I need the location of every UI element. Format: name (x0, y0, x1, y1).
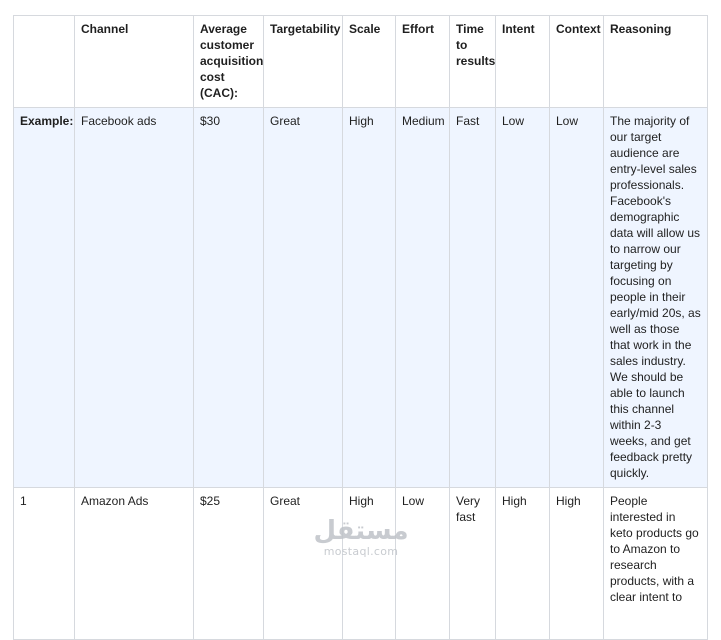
header-label (14, 16, 75, 108)
header-effort: Effort (396, 16, 450, 108)
table-row (14, 108, 708, 488)
cell-scale: High (343, 488, 396, 640)
header-targetability: Targetability (264, 16, 343, 108)
header-cac: Average customer acquisition cost (CAC): (194, 16, 264, 108)
cell-effort: Low (396, 488, 450, 640)
header-time-to-results: Time to results (450, 16, 496, 108)
header-context: Context (550, 16, 604, 108)
cell-context: Low (550, 108, 604, 488)
cell-reasoning: People interested in keto products go to Amazon to research products, with a clear intent to (604, 488, 708, 640)
cell-channel: Amazon Ads (75, 488, 194, 640)
cell-targetability: Great (264, 108, 343, 488)
cell-intent: Low (496, 108, 550, 488)
header-reasoning: Reasoning (604, 16, 708, 108)
row-label: Example: (14, 108, 75, 488)
header-row (14, 16, 708, 108)
cell-cac: $30 (194, 108, 264, 488)
header-channel: Channel (75, 16, 194, 108)
cell-reasoning: The majority of our target audience are entry-level sales professionals. Facebook's demographic data will allow us to narrow our targeting by focusing on people in their early/mid 20s, as well as those that work in the sales industry. We should be able to launch this channel within 2-3 weeks, and get feedback pretty quickly. (604, 108, 708, 488)
cell-intent: High (496, 488, 550, 640)
header-intent: Intent (496, 16, 550, 108)
table-row (14, 488, 708, 640)
cell-effort: Medium (396, 108, 450, 488)
cell-time-to-results: Fast (450, 108, 496, 488)
watermark-logo (313, 517, 409, 563)
header-scale: Scale (343, 16, 396, 108)
cell-context: High (550, 488, 604, 640)
cell-scale: High (343, 108, 396, 488)
cell-channel: Facebook ads (75, 108, 194, 488)
watermark-arabic: مستقل (313, 516, 409, 546)
cell-targetability: Great (264, 488, 343, 640)
cell-cac: $25 (194, 488, 264, 640)
cell-time-to-results: Very fast (450, 488, 496, 640)
watermark-latin: mostaql.com (323, 545, 399, 558)
row-label: 1 (14, 488, 75, 640)
